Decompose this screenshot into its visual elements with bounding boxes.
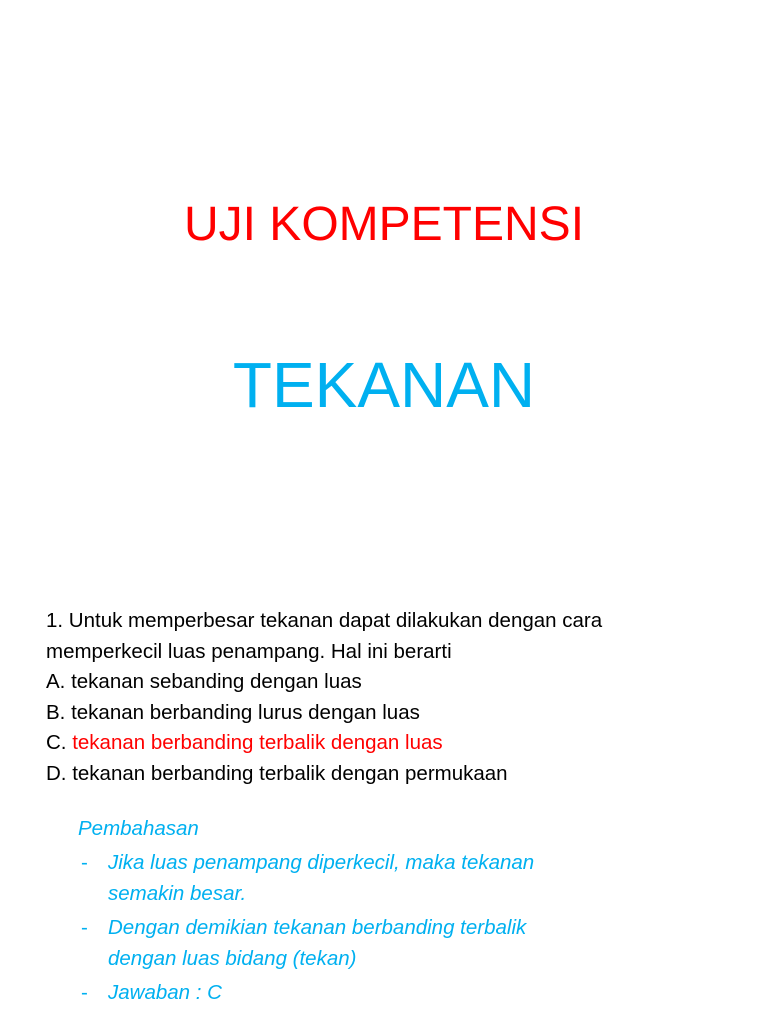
discussion-point-2-line-2: dengan luas bidang (tekan)	[108, 947, 357, 970]
bullet-dash: -	[81, 851, 88, 874]
discussion-title: Pembahasan	[78, 817, 199, 840]
option-b	[46, 698, 746, 729]
option-a	[46, 667, 746, 698]
option-b-text: tekanan berbanding lurus dengan luas	[71, 700, 420, 724]
discussion-point-1-line-2: semakin besar.	[108, 882, 247, 905]
option-a-text: tekanan sebanding dengan luas	[71, 670, 362, 693]
question-text-line-2: memperkecil luas penampang. Hal ini berarti	[46, 639, 452, 663]
bullet-dash: -	[81, 916, 88, 939]
slide-subtitle: TEKANAN	[232, 349, 536, 421]
option-c-prefix: C.	[46, 731, 67, 754]
discussion-answer: Jawaban : C	[108, 981, 222, 1004]
discussion-block	[78, 813, 758, 1011]
question-block	[46, 606, 746, 789]
discussion-point	[78, 912, 758, 974]
option-b-prefix: B.	[46, 700, 66, 724]
option-d-prefix: D.	[46, 761, 67, 785]
discussion-point-2-line-1: Dengan demikian tekanan berbanding terbalik	[108, 916, 527, 939]
discussion-point	[78, 847, 758, 909]
option-d-text: tekanan berbanding terbalik dengan permukaan	[72, 761, 508, 785]
discussion-point	[78, 977, 758, 1008]
question-text-line-1: 1. Untuk memperbesar tekanan dapat dilakukan dengan cara	[46, 609, 603, 632]
option-c	[46, 728, 746, 759]
slide-title: UJI KOMPETENSI	[183, 198, 585, 251]
option-d	[46, 759, 746, 790]
bullet-dash: -	[81, 981, 88, 1004]
option-c-text-correct: tekanan berbanding terbalik dengan luas	[72, 731, 443, 754]
option-a-prefix: A.	[46, 670, 66, 693]
discussion-point-1-line-1: Jika luas penampang diperkecil, maka tekanan	[108, 851, 535, 874]
